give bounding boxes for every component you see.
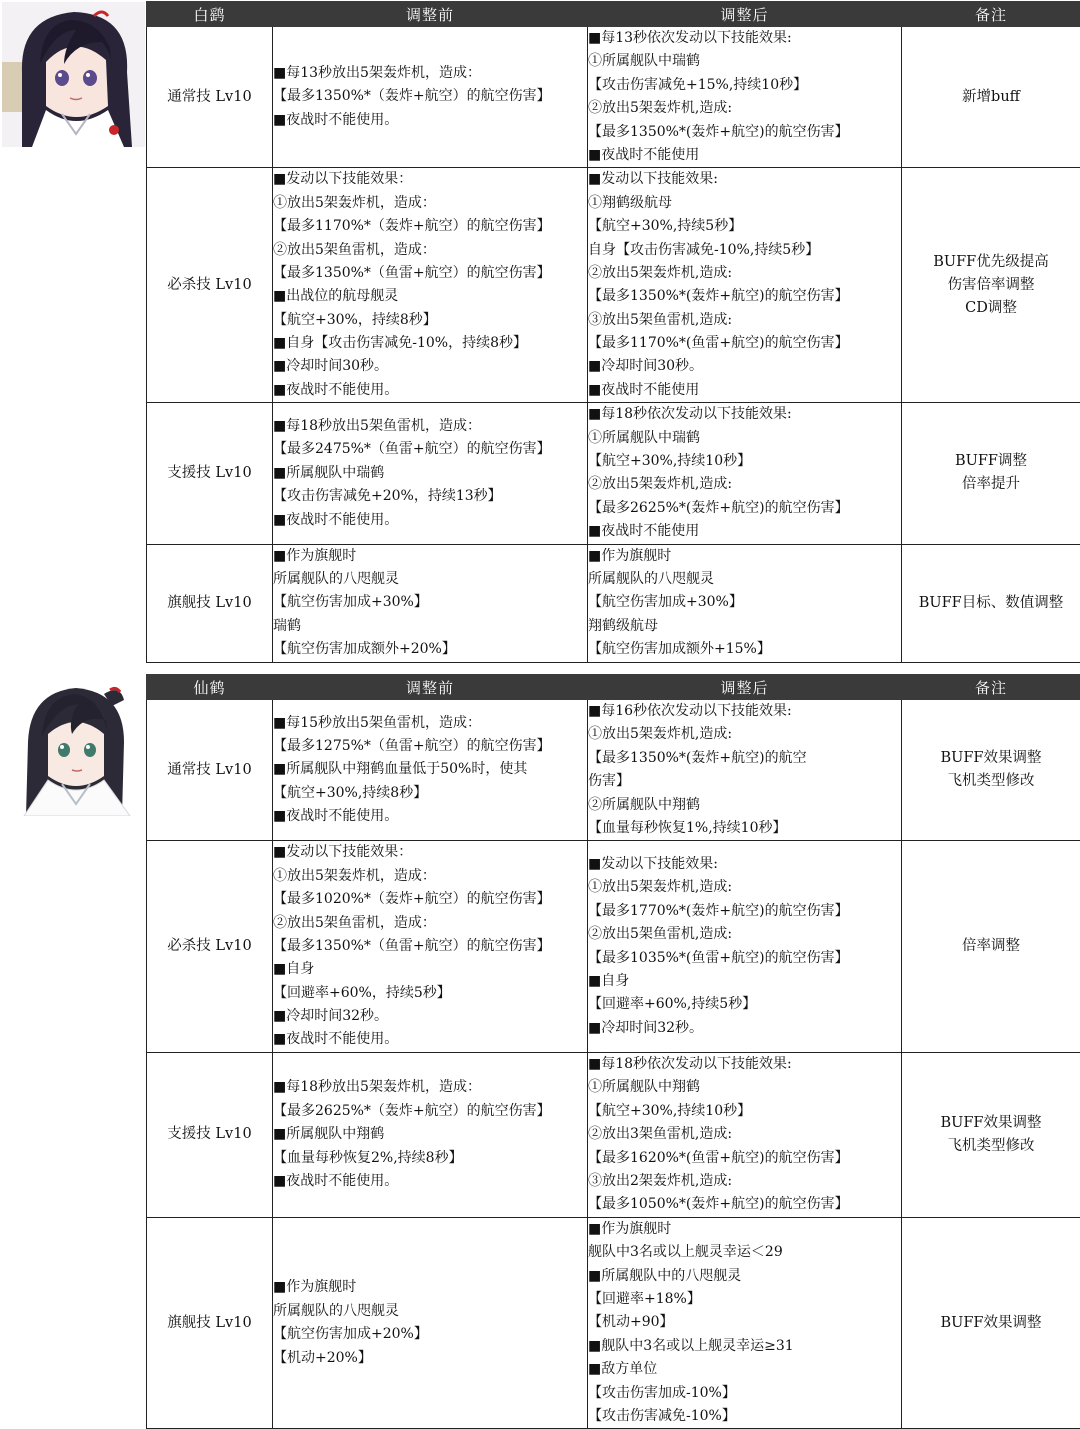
text-line: 【血量每秒恢复1%,持续10秒】 <box>588 817 901 840</box>
remark-line: 倍率调整 <box>902 935 1080 958</box>
text-line: 【攻击伤害减免+20%，持续13秒】 <box>273 485 587 508</box>
text-line: ■所属舰队中翔鹤 <box>273 1123 587 1146</box>
after-cell <box>588 168 902 403</box>
text-line: 【航空+30%,持续8秒】 <box>273 782 587 805</box>
text-line: 【回避率+60%，持续5秒】 <box>273 982 587 1005</box>
text-line: 【航空伤害加成+20%】 <box>273 1323 587 1346</box>
remark-line: BUFF效果调整 <box>902 1112 1080 1135</box>
anime-girl-portrait-icon <box>2 676 145 816</box>
skill-name: 必杀技 Lv10 <box>147 168 273 403</box>
text-line: ■所属舰队中翔鹤血量低于50%时，使其 <box>273 758 587 781</box>
remark-cell <box>902 841 1080 1053</box>
remark-line: BUFF优先级提高 <box>902 251 1080 274</box>
text-line: ■敌方单位 <box>588 1358 901 1381</box>
text-line: 【航空伤害加成额外+20%】 <box>273 638 587 661</box>
text-line: ②放出5架鱼雷机，造成： <box>273 239 587 262</box>
table-row-normal-skill <box>147 27 1080 168</box>
text-line: ②放出5架鱼雷机,造成: <box>588 923 901 946</box>
table-row-normal-skill <box>147 700 1080 841</box>
before-cell <box>273 168 588 403</box>
text-line: 【最多1350%*(轰炸+航空)的航空 <box>588 747 901 770</box>
before-header: 调整前 <box>273 2 588 27</box>
skill-name: 支援技 Lv10 <box>147 403 273 544</box>
text-line: 【回避率+18%】 <box>588 1288 901 1311</box>
text-line: 所属舰队的八咫舰灵 <box>588 568 901 591</box>
text-line: 【最多1050%*(轰炸+航空)的航空伤害】 <box>588 1193 901 1216</box>
remark-cell <box>902 1052 1080 1217</box>
text-line: 【机动+90】 <box>588 1311 901 1334</box>
text-line: 【最多1170%*(鱼雷+航空)的航空伤害】 <box>588 332 901 355</box>
remark-line: CD调整 <box>902 297 1080 320</box>
text-line: 【最多2625%*(轰炸+航空)的航空伤害】 <box>588 497 901 520</box>
text-line: 【最多1350%*（鱼雷+航空）的航空伤害】 <box>273 262 587 285</box>
text-line: 翔鹤级航母 <box>588 615 901 638</box>
skill-name: 支援技 Lv10 <box>147 1052 273 1217</box>
text-line: ■冷却时间32秒。 <box>588 1017 901 1040</box>
before-cell <box>273 544 588 662</box>
text-line: 【血量每秒恢复2%,持续8秒】 <box>273 1147 587 1170</box>
text-line: ■作为旗舰时 <box>273 545 587 568</box>
remark-cell <box>902 168 1080 403</box>
remark-cell <box>902 544 1080 662</box>
text-line: ■冷却时间32秒。 <box>273 1005 587 1028</box>
text-line: 【最多2625%*（轰炸+航空）的航空伤害】 <box>273 1100 587 1123</box>
anime-girl-portrait-icon <box>2 2 145 147</box>
table-row-ultimate-skill <box>147 841 1080 1053</box>
remark-line: 新增buff <box>902 86 1080 109</box>
remark-line: 飞机类型修改 <box>902 770 1080 793</box>
before-cell <box>273 1217 588 1429</box>
text-line: ■夜战时不能使用。 <box>273 805 587 828</box>
after-cell <box>588 27 902 168</box>
text-line: ■每16秒依次发动以下技能效果: <box>588 700 901 723</box>
text-line: ■作为旗舰时 <box>588 1218 901 1241</box>
text-line: ②所属舰队中翔鹤 <box>588 794 901 817</box>
text-line: ■夜战时不能使用。 <box>273 109 587 132</box>
text-line: 【最多1170%*（轰炸+航空）的航空伤害】 <box>273 215 587 238</box>
skill-name: 必杀技 Lv10 <box>147 841 273 1053</box>
text-line: ■发动以下技能效果： <box>273 841 587 864</box>
text-line: 【攻击伤害加成-10%】 <box>588 1382 901 1405</box>
character-portrait-1 <box>2 2 145 147</box>
text-line: ■作为旗舰时 <box>273 1276 587 1299</box>
text-line: ■所属舰队中瑞鹤 <box>273 462 587 485</box>
text-line: ①翔鹤级航母 <box>588 192 901 215</box>
remark-cell <box>902 403 1080 544</box>
table-row-support-skill <box>147 403 1080 544</box>
table-header-row <box>147 2 1080 27</box>
text-line: ■每18秒放出5架鱼雷机，造成： <box>273 415 587 438</box>
text-line: 瑞鹤 <box>273 615 587 638</box>
text-line: ②放出3架鱼雷机,造成: <box>588 1123 901 1146</box>
before-cell <box>273 27 588 168</box>
text-line: 【最多1020%*（轰炸+航空）的航空伤害】 <box>273 888 587 911</box>
remark-line: BUFF调整 <box>902 450 1080 473</box>
ship-name-header: 仙鹤 <box>147 675 273 700</box>
text-line: ①放出5架轰炸机,造成: <box>588 876 901 899</box>
character-portrait-2 <box>2 676 145 816</box>
skill-table-2 <box>146 674 1080 1429</box>
after-cell <box>588 700 902 841</box>
text-line: 舰队中3名或以上舰灵幸运＜29 <box>588 1241 901 1264</box>
text-line: ①所属舰队中翔鹤 <box>588 1076 901 1099</box>
text-line: ■自身 <box>588 970 901 993</box>
text-line: ■夜战时不能使用。 <box>273 1028 587 1051</box>
text-line: 【最多2475%*（鱼雷+航空）的航空伤害】 <box>273 438 587 461</box>
text-line: ②放出5架轰炸机,造成: <box>588 97 901 120</box>
text-line: ■作为旗舰时 <box>588 545 901 568</box>
text-line: ■自身 <box>273 958 587 981</box>
text-line: ①放出5架轰炸机，造成： <box>273 192 587 215</box>
text-line: 【航空+30%,持续10秒】 <box>588 1100 901 1123</box>
text-line: 【最多1350%*（鱼雷+航空）的航空伤害】 <box>273 935 587 958</box>
after-cell <box>588 403 902 544</box>
before-cell <box>273 1052 588 1217</box>
text-line: ■发动以下技能效果： <box>273 168 587 191</box>
text-line: ■自身【攻击伤害减免-10%，持续8秒】 <box>273 332 587 355</box>
text-line: 自身【攻击伤害减免-10%,持续5秒】 <box>588 239 901 262</box>
ship-name-header: 白鹞 <box>147 2 273 27</box>
table-row-flagship-skill <box>147 1217 1080 1429</box>
after-cell <box>588 1052 902 1217</box>
text-line: ■夜战时不能使用 <box>588 144 901 167</box>
remark-line: BUFF效果调整 <box>902 1312 1080 1335</box>
text-line: ■每15秒放出5架鱼雷机，造成： <box>273 712 587 735</box>
skill-table-1 <box>146 1 1080 663</box>
before-cell <box>273 841 588 1053</box>
after-header: 调整后 <box>588 2 902 27</box>
text-line: ①所属舰队中瑞鹤 <box>588 427 901 450</box>
text-line: 【航空+30%,持续10秒】 <box>588 450 901 473</box>
text-line: ③放出5架鱼雷机,造成: <box>588 309 901 332</box>
text-line: ■出战位的航母舰灵 <box>273 285 587 308</box>
table-row-flagship-skill <box>147 544 1080 662</box>
remark-line: BUFF效果调整 <box>902 747 1080 770</box>
text-line: ②放出5架轰炸机,造成: <box>588 473 901 496</box>
text-line: ①放出5架轰炸机,造成: <box>588 723 901 746</box>
text-line: 【机动+20%】 <box>273 1347 587 1370</box>
text-line: ■夜战时不能使用。 <box>273 509 587 532</box>
after-header: 调整后 <box>588 675 902 700</box>
before-header: 调整前 <box>273 675 588 700</box>
remark-cell <box>902 700 1080 841</box>
text-line: ■每18秒依次发动以下技能效果: <box>588 1053 901 1076</box>
text-line: ■发动以下技能效果: <box>588 853 901 876</box>
text-line: 【最多1350%*（轰炸+航空）的航空伤害】 <box>273 85 587 108</box>
text-line: 【最多1770%*(轰炸+航空)的航空伤害】 <box>588 900 901 923</box>
before-cell <box>273 700 588 841</box>
text-line: 【最多1275%*（鱼雷+航空）的航空伤害】 <box>273 735 587 758</box>
after-cell <box>588 841 902 1053</box>
text-line: 【航空+30%,持续5秒】 <box>588 215 901 238</box>
remark-line: 伤害倍率调整 <box>902 274 1080 297</box>
remark-cell <box>902 27 1080 168</box>
text-line: ■冷却时间30秒。 <box>588 355 901 378</box>
text-line: 【最多1620%*(鱼雷+航空)的航空伤害】 <box>588 1147 901 1170</box>
text-line: 【攻击伤害减免-10%】 <box>588 1405 901 1428</box>
remark-line: 飞机类型修改 <box>902 1135 1080 1158</box>
text-line: 【回避率+60%,持续5秒】 <box>588 993 901 1016</box>
text-line: ②放出5架轰炸机,造成: <box>588 262 901 285</box>
text-line: ■发动以下技能效果: <box>588 168 901 191</box>
remark-header: 备注 <box>902 2 1080 27</box>
skill-name: 通常技 Lv10 <box>147 27 273 168</box>
remark-line: BUFF目标、数值调整 <box>902 592 1080 615</box>
table-row-ultimate-skill <box>147 168 1080 403</box>
remark-line: 倍率提升 <box>902 473 1080 496</box>
text-line: ■舰队中3名或以上舰灵幸运≥31 <box>588 1335 901 1358</box>
text-line: 【最多1035%*(鱼雷+航空)的航空伤害】 <box>588 947 901 970</box>
text-line: ■冷却时间30秒。 <box>273 355 587 378</box>
text-line: 【航空伤害加成+30%】 <box>273 591 587 614</box>
remark-cell <box>902 1217 1080 1429</box>
text-line: 【航空伤害加成+30%】 <box>588 591 901 614</box>
remark-header: 备注 <box>902 675 1080 700</box>
text-line: 所属舰队的八咫舰灵 <box>273 1300 587 1323</box>
skill-name: 旗舰技 Lv10 <box>147 1217 273 1429</box>
text-line: ①放出5架轰炸机，造成： <box>273 865 587 888</box>
text-line: ■夜战时不能使用。 <box>273 1170 587 1193</box>
after-cell <box>588 1217 902 1429</box>
text-line: 【航空+30%，持续8秒】 <box>273 309 587 332</box>
before-cell <box>273 403 588 544</box>
text-line: ■夜战时不能使用。 <box>273 379 587 402</box>
text-line: ①所属舰队中瑞鹤 <box>588 50 901 73</box>
text-line: 伤害】 <box>588 770 901 793</box>
text-line: ■夜战时不能使用 <box>588 379 901 402</box>
text-line: ■所属舰队中的八咫舰灵 <box>588 1265 901 1288</box>
text-line: ③放出2架轰炸机,造成: <box>588 1170 901 1193</box>
table-row-support-skill <box>147 1052 1080 1217</box>
text-line: ■夜战时不能使用 <box>588 520 901 543</box>
text-line: ■每18秒放出5架轰炸机，造成： <box>273 1076 587 1099</box>
text-line: 【攻击伤害减免+15%,持续10秒】 <box>588 74 901 97</box>
skill-name: 通常技 Lv10 <box>147 700 273 841</box>
after-cell <box>588 544 902 662</box>
text-line: 【最多1350%*(轰炸+航空)的航空伤害】 <box>588 285 901 308</box>
skill-name: 旗舰技 Lv10 <box>147 544 273 662</box>
text-line: ■每13秒依次发动以下技能效果: <box>588 27 901 50</box>
text-line: 【最多1350%*(轰炸+航空)的航空伤害】 <box>588 121 901 144</box>
table-header-row <box>147 675 1080 700</box>
text-line: ■每18秒依次发动以下技能效果: <box>588 403 901 426</box>
text-line: ■每13秒放出5架轰炸机，造成： <box>273 62 587 85</box>
text-line: ②放出5架鱼雷机，造成： <box>273 912 587 935</box>
text-line: 【航空伤害加成额外+15%】 <box>588 638 901 661</box>
text-line: 所属舰队的八咫舰灵 <box>273 568 587 591</box>
